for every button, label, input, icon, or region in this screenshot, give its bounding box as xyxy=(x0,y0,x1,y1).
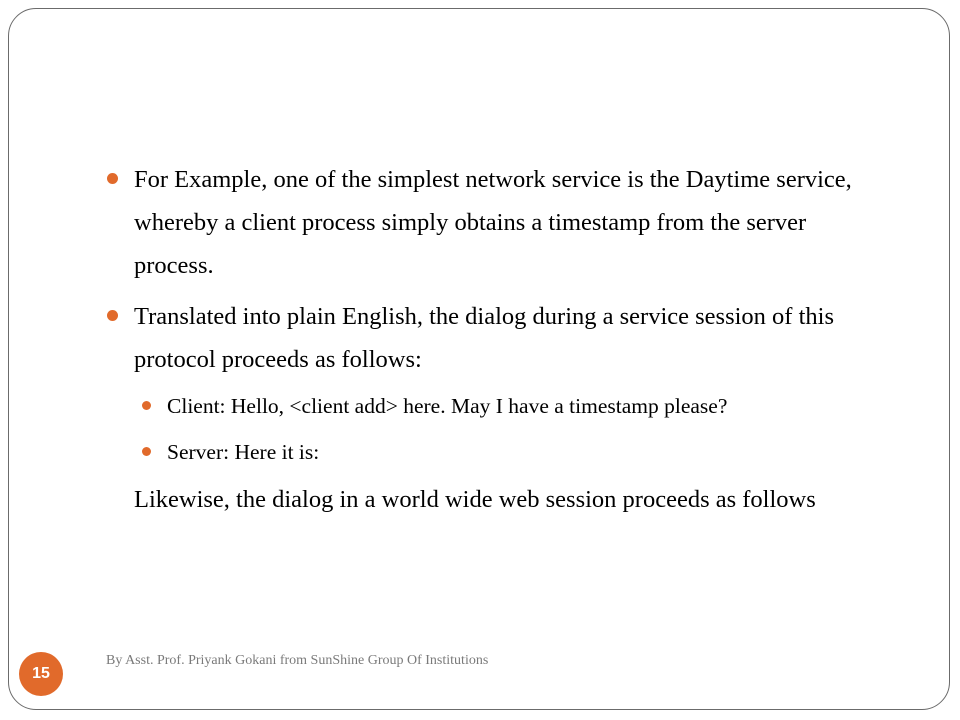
page-number: 15 xyxy=(32,665,50,682)
sub-bullet-item xyxy=(106,389,876,423)
sub-bullet-list xyxy=(106,389,876,469)
bullet-dot-icon xyxy=(107,310,118,321)
sub-bullet-dot-icon xyxy=(142,401,151,410)
bullet-item xyxy=(106,295,876,381)
bullet-item xyxy=(106,158,876,287)
sub-bullet-text: Client: Hello, <client add> here. May I have a timestamp please? xyxy=(167,394,728,418)
slide-content xyxy=(106,158,876,519)
footer-text: By Asst. Prof. Priyank Gokani from SunShine Group Of Institutions xyxy=(106,653,489,668)
bullet-dot-icon xyxy=(107,173,118,184)
page-number-badge xyxy=(19,652,63,696)
bullet-text: For Example, one of the simplest network service is the Daytime service, whereby a client process simply obtains a timestamp from the server process. xyxy=(134,166,852,279)
body-paragraph: Likewise, the dialog in a world wide web session proceeds as follows xyxy=(134,486,816,513)
sub-bullet-text: Server: Here it is: xyxy=(167,440,320,464)
sub-bullet-dot-icon xyxy=(142,447,151,456)
sub-bullet-item xyxy=(106,435,876,469)
bullet-text: Translated into plain English, the dialog during a service session of this protocol proceeds as follows: xyxy=(134,303,834,373)
